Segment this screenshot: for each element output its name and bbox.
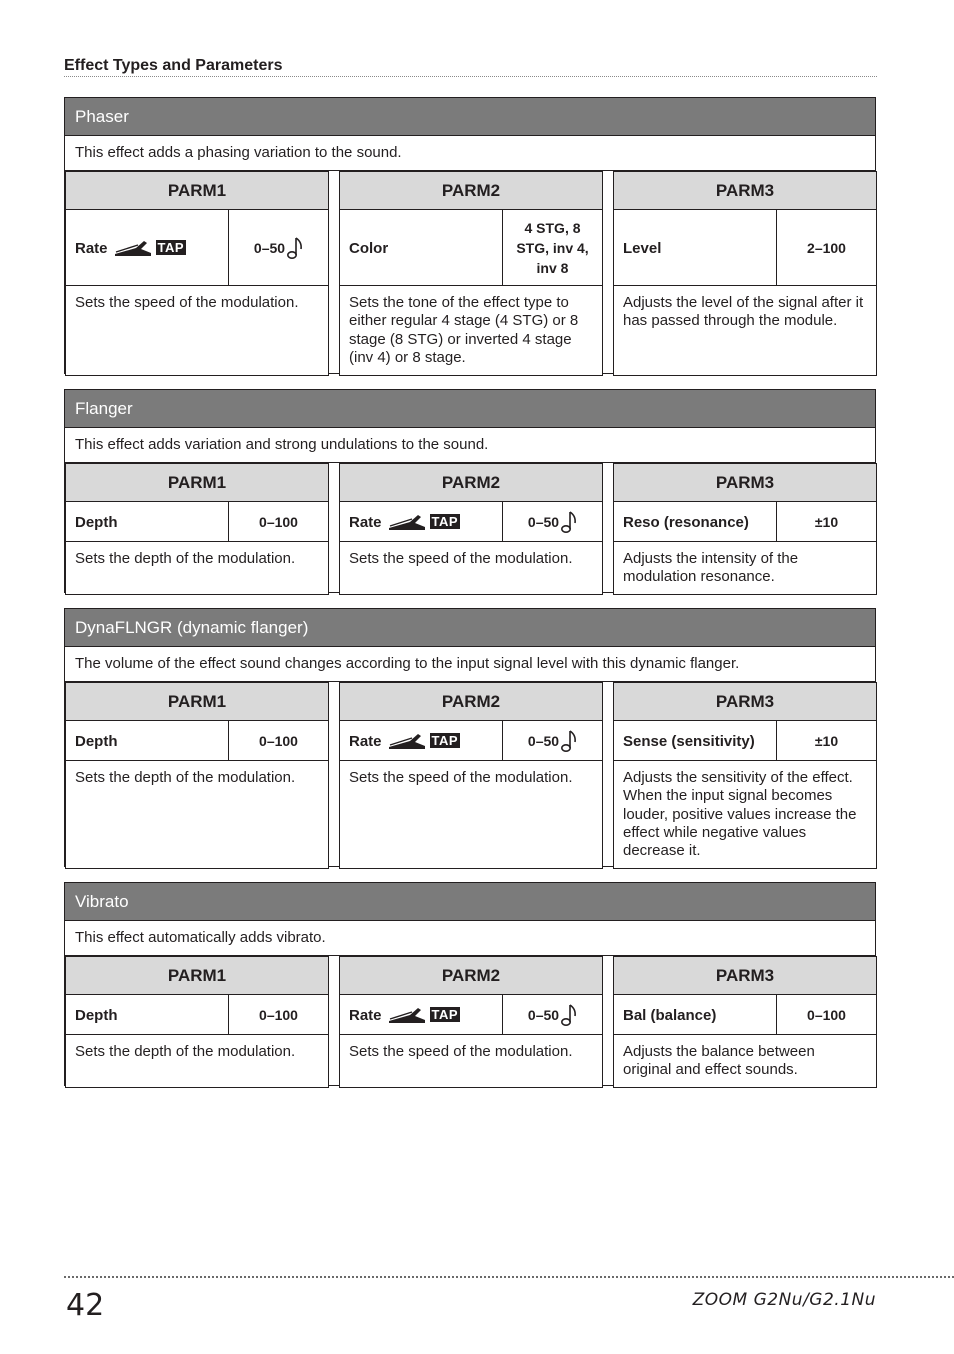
param-3 — [613, 956, 877, 1088]
param-range — [229, 210, 328, 285]
param-description: Sets the tone of the effect type to either regular 4 stage (4 STG) or 8 stage (8 STG) or inverted 4 stage (inv 4) or 8 stage. — [349, 294, 579, 366]
param-name — [614, 210, 777, 285]
param-name-label: Rate — [349, 733, 382, 750]
param-header: PARM1 — [66, 172, 328, 210]
param-header: PARM2 — [340, 172, 602, 210]
param-header: PARM2 — [340, 683, 602, 721]
effect-description: This effect adds variation and strong undulations to the sound. — [65, 428, 875, 463]
effect-description: This effect automatically adds vibrato. — [65, 921, 875, 956]
param-range — [503, 995, 602, 1034]
expression-pedal-icon — [388, 513, 426, 531]
param-range — [229, 502, 328, 541]
param-1 — [65, 956, 329, 1088]
param-name-label: Rate — [349, 1007, 382, 1024]
tap-icon: TAP — [431, 514, 459, 529]
param-range-value: 0–50 — [527, 513, 560, 530]
param-range-value: ±10 — [814, 513, 839, 530]
param-3 — [613, 463, 877, 595]
param-description: Sets the depth of the modulation. — [75, 1043, 296, 1060]
param-name — [614, 502, 777, 541]
param-name — [340, 721, 503, 760]
param-name — [66, 721, 229, 760]
footer-model-name: ZOOM G2Nu/G2.1Nu — [692, 1290, 876, 1310]
param-description: Sets the speed of the modulation. — [349, 769, 573, 786]
effect-dynaflngr — [64, 608, 876, 867]
param-description: Sets the speed of the modulation. — [75, 294, 299, 311]
param-header: PARM1 — [66, 464, 328, 502]
param-header: PARM3 — [614, 957, 876, 995]
effect-description: This effect adds a phasing variation to the sound. — [65, 136, 875, 171]
param-range — [503, 210, 602, 285]
eighth-note-icon — [561, 1003, 577, 1027]
param-name — [340, 210, 503, 285]
param-name — [614, 995, 777, 1034]
param-name-label: Rate — [349, 514, 382, 531]
expression-pedal-icon — [114, 239, 152, 257]
param-range-value: 0–100 — [259, 1006, 298, 1023]
param-name — [340, 502, 503, 541]
param-range — [777, 721, 876, 760]
param-name-label: Reso (resonance) — [623, 514, 749, 531]
param-header: PARM3 — [614, 683, 876, 721]
expression-pedal-icon — [388, 732, 426, 750]
page-section-title: Effect Types and Parameters — [64, 57, 283, 74]
param-range — [229, 995, 328, 1034]
param-2 — [339, 171, 603, 376]
param-2 — [339, 463, 603, 595]
param-3 — [613, 171, 877, 376]
param-range-value: 0–100 — [259, 732, 298, 749]
eighth-note-icon — [561, 729, 577, 753]
param-name-label: Color — [349, 240, 389, 257]
effect-vibrato — [64, 882, 876, 1086]
param-range-value: 0–50 — [253, 239, 286, 256]
param-range-value: 2–100 — [807, 239, 846, 256]
param-name-label: Level — [623, 240, 662, 257]
param-description: Adjusts the balance between original and effect sounds. — [623, 1043, 815, 1079]
eighth-note-icon — [561, 510, 577, 534]
param-description: Sets the depth of the modulation. — [75, 769, 296, 786]
param-range — [777, 210, 876, 285]
param-description: Sets the depth of the modulation. — [75, 550, 296, 567]
param-name — [340, 995, 503, 1034]
param-header: PARM3 — [614, 172, 876, 210]
param-header: PARM3 — [614, 464, 876, 502]
param-1 — [65, 463, 329, 595]
param-1 — [65, 171, 329, 376]
param-range — [777, 995, 876, 1034]
effect-title: Vibrato — [65, 883, 875, 921]
tap-icon: TAP — [157, 240, 185, 255]
param-range — [229, 721, 328, 760]
footer-divider — [64, 1276, 954, 1278]
param-name-label: Rate — [75, 240, 108, 257]
param-name-label: Depth — [75, 733, 118, 750]
param-name — [66, 210, 229, 285]
param-range — [777, 502, 876, 541]
effect-title: Flanger — [65, 390, 875, 428]
effect-flanger — [64, 389, 876, 593]
param-1 — [65, 682, 329, 869]
param-name-label: Bal (balance) — [623, 1007, 717, 1024]
effect-phaser — [64, 97, 876, 374]
param-header: PARM1 — [66, 683, 328, 721]
param-name — [66, 995, 229, 1034]
param-range — [503, 502, 602, 541]
effect-description: The volume of the effect sound changes according to the input signal level with this dynamic flanger. — [65, 647, 875, 682]
tap-icon: TAP — [431, 1007, 459, 1022]
param-description: Adjusts the level of the signal after it has passed through the module. — [623, 294, 864, 330]
header-divider — [64, 76, 877, 77]
page-number: 42 — [66, 1288, 105, 1323]
param-name-label: Sense (sensitivity) — [623, 733, 755, 750]
param-range-value: ±10 — [814, 732, 839, 749]
param-range-value: 0–100 — [259, 513, 298, 530]
param-description: Sets the speed of the modulation. — [349, 550, 573, 567]
param-name-label: Depth — [75, 1007, 118, 1024]
param-name-label: Depth — [75, 514, 118, 531]
param-range-value: 0–100 — [807, 1006, 846, 1023]
param-name — [614, 721, 777, 760]
param-2 — [339, 682, 603, 869]
param-range — [503, 721, 602, 760]
param-header: PARM2 — [340, 464, 602, 502]
param-range-value: 4 STG, 8 STG, inv 4, inv 8 — [516, 219, 589, 276]
effect-title: Phaser — [65, 98, 875, 136]
tap-icon: TAP — [431, 733, 459, 748]
param-header: PARM1 — [66, 957, 328, 995]
param-range-value: 0–50 — [527, 732, 560, 749]
expression-pedal-icon — [388, 1006, 426, 1024]
param-header: PARM2 — [340, 957, 602, 995]
param-3 — [613, 682, 877, 869]
param-range-value: 0–50 — [527, 1006, 560, 1023]
param-2 — [339, 956, 603, 1088]
param-name — [66, 502, 229, 541]
param-description: Sets the speed of the modulation. — [349, 1043, 573, 1060]
param-description: Adjusts the sensitivity of the effect. When the input signal becomes louder, positive values increase the effect while negative values decrease it. — [623, 769, 857, 860]
param-description: Adjusts the intensity of the modulation resonance. — [623, 550, 799, 586]
eighth-note-icon — [287, 236, 303, 260]
effect-title: DynaFLNGR (dynamic flanger) — [65, 609, 875, 647]
